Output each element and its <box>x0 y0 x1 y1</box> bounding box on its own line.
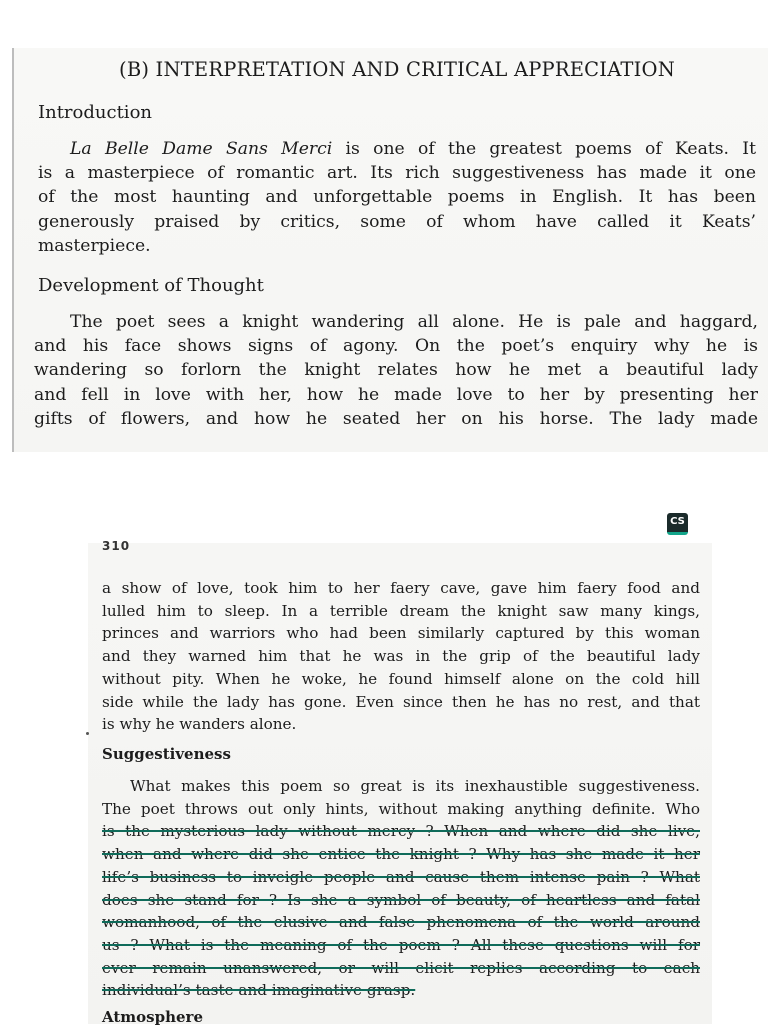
introduction-paragraph <box>38 137 756 258</box>
text-line: lulled him to sleep. In a terrible dream the knight saw many kings, <box>102 601 700 620</box>
continuation-paragraph <box>102 577 700 736</box>
section-title-row <box>38 58 756 81</box>
text-line: and they warned him that he was in the grip of the beautiful lady <box>102 647 700 666</box>
struck-text-line: us ? What is the meaning of the poem ? All these questions will for <box>102 935 700 954</box>
text-line: The poet sees a knight wandering all alone. He is pale and haggard, <box>70 312 758 332</box>
text-line: La Belle Dame Sans Merci is one of the greatest poems of Keats. It <box>70 139 756 159</box>
text-line: masterpiece. <box>38 235 151 256</box>
atmosphere-heading: Atmosphere <box>102 1008 204 1026</box>
text-line: without pity. When he woke, he found himself alone on the cold hill <box>102 669 700 688</box>
development-heading: Development of Thought <box>38 275 264 296</box>
text-line: is why he wanders alone. <box>102 715 297 734</box>
page-number: 310 <box>102 539 131 553</box>
text-line: and his face shows signs of agony. On the poet’s enquiry why he is <box>34 336 758 357</box>
text-line: a show of love, took him to her faery cave, gave him faery food and <box>102 579 700 597</box>
text-line: wandering so forlorn the knight relates how he met a beautiful lady <box>34 360 758 381</box>
text-line: What makes this poem so great is its inexhaustible suggestiveness. <box>130 777 700 795</box>
scanned-page-top <box>12 48 768 452</box>
text-line: and fell in love with her, how he made love to her by presenting her <box>34 384 758 405</box>
camscanner-logo-icon: CS <box>667 513 688 535</box>
suggestiveness-paragraph <box>102 775 700 1002</box>
text-line: The poet throws out only hints, without making anything definite. Who <box>102 799 700 818</box>
struck-text-line: womanhood, of the elusive and false phenomena of the world around <box>102 913 700 932</box>
introduction-heading: Introduction <box>38 102 152 123</box>
text-line: gifts of flowers, and how he seated her on his horse. The lady made <box>34 408 758 429</box>
text-line: side while the lady has gone. Even since then he has no rest, and that <box>102 692 700 711</box>
scan-speck <box>86 732 89 735</box>
section-title: (B) INTERPRETATION AND CRITICAL APPRECIATION <box>119 58 675 81</box>
text-line: generously praised by critics, some of whom have called it Keats’ <box>38 211 756 232</box>
text-line: princes and warriors who had been similarly captured by this woman <box>102 624 700 643</box>
struck-text-line: ever remain unanswered, or will elicit replies according to each <box>102 958 700 977</box>
struck-text-line: life’s business to inveigle people and cause them intense pain ? What <box>102 867 700 886</box>
struck-text-line: is the mysterious lady without mercy ? When and where did she live, <box>102 822 700 841</box>
struck-text-line: does she stand for ? Is she a symbol of beauty, of heartless and fatal <box>102 890 700 909</box>
text-line: of the most haunting and unforgettable poems in English. It has been <box>38 187 756 208</box>
suggestiveness-heading: Suggestiveness <box>102 745 231 763</box>
struck-text-line: when and where did she entice the knight ? Why has she made it her <box>102 845 700 864</box>
development-paragraph <box>34 310 758 431</box>
scanned-page-bottom <box>88 539 712 1026</box>
struck-text-line: individual’s taste and imaginative grasp. <box>102 981 416 1000</box>
text-line: is a masterpiece of romantic art. Its rich suggestiveness has made it one <box>38 163 756 184</box>
